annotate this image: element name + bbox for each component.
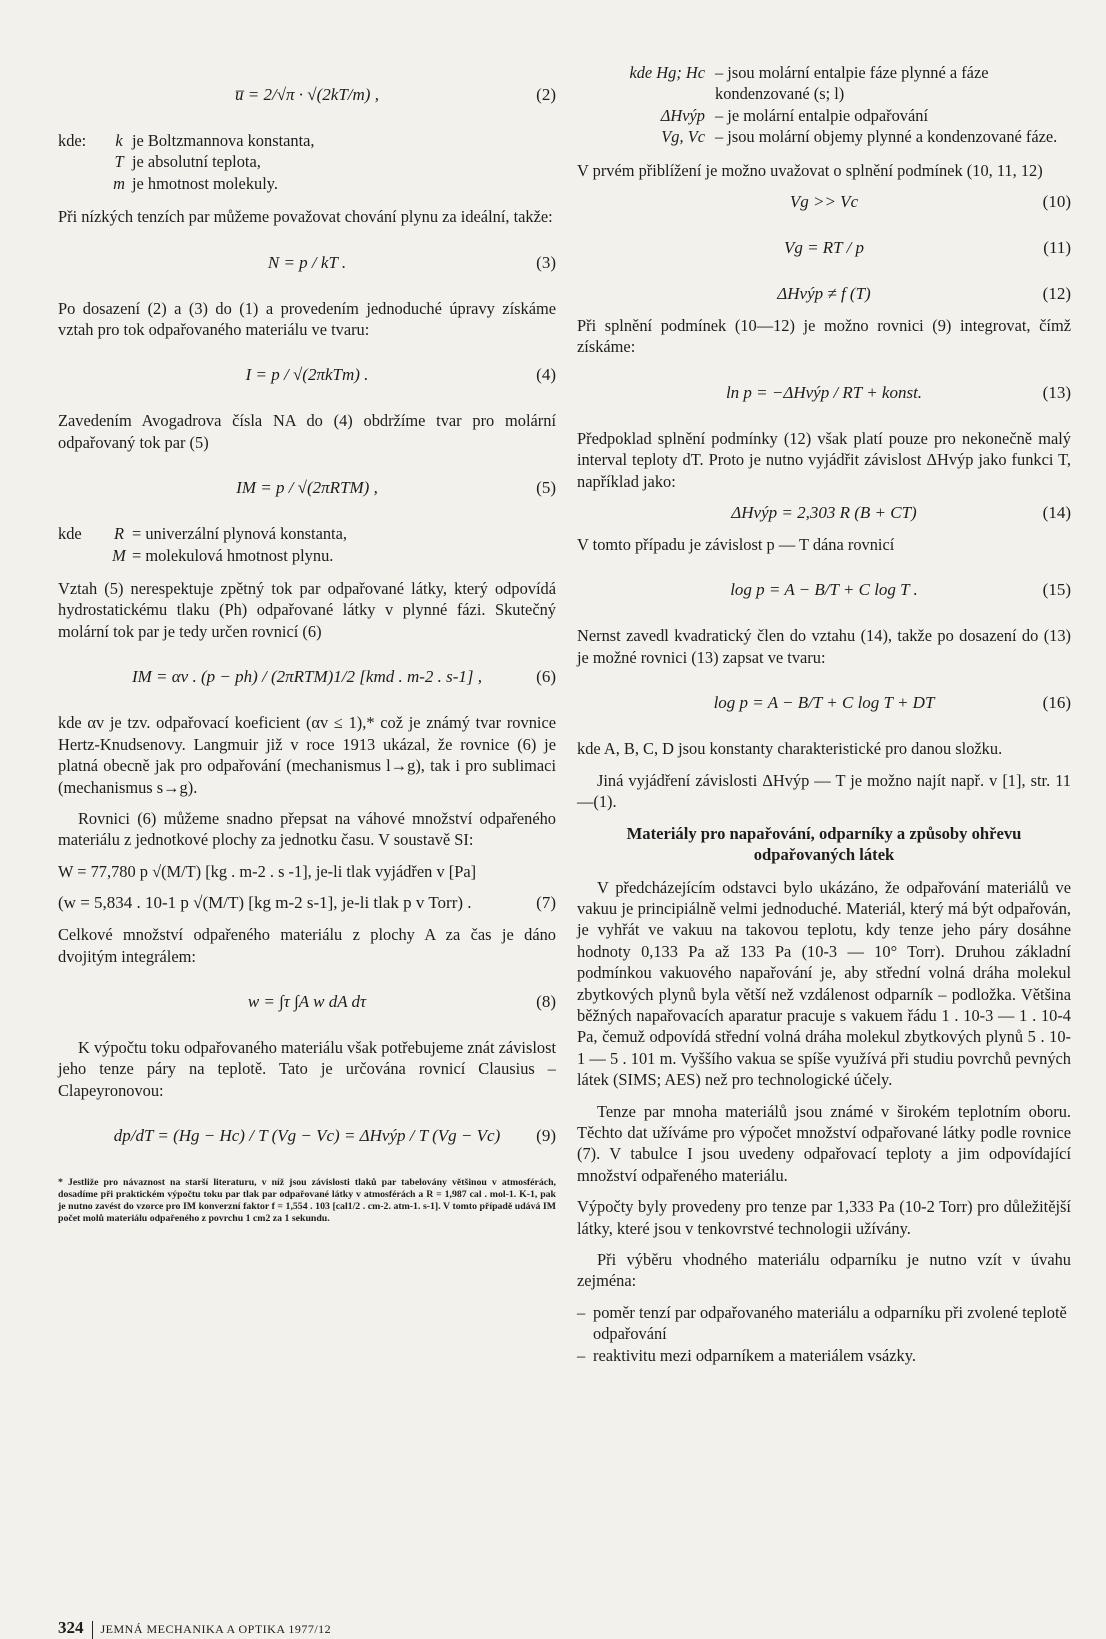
equation-number: (5): [536, 478, 556, 498]
paragraph: kde αv je tzv. odpařovací koeficient (αv ≤ 1),* což je známý tvar rovnice Hertz-Knudsenovy. Langmuir již v roce 1913 ukázal, že rovnice (6) je platná obecně jak pro odpařování (mechanismus l→g), tak i pro sublimaci (mechanismus s→g).: [58, 713, 556, 797]
right-column: [577, 62, 1071, 1366]
definition-row: ΔHvýp – je molární entalpie odpařování: [660, 105, 929, 125]
paragraph: Tenze par mnoha materiálů jsou známé v širokém teplotním oboru. Těchto dat užíváme pro výpočet množství odpařované látky podle rovnice (7). V tabulce I jsou uvedeny odpařovací teploty a jim odpovídající množství odpařeného materiálu.: [577, 1101, 1071, 1185]
equation-number: (3): [536, 252, 556, 272]
equation-number: (4): [536, 365, 556, 385]
equation-11: Vg = RT / p (11): [783, 238, 1071, 258]
equation-10: Vg >> Vc (10): [789, 192, 1071, 212]
equation-3: N = p / kT . (3): [267, 252, 556, 272]
equation-number: (8): [536, 991, 556, 1011]
equation-number: (13): [1042, 382, 1071, 402]
paragraph: Při splnění podmínek (10—12) je možno rovnici (9) integrovat, čímž získáme:: [577, 316, 1071, 357]
equation-7a: W = 77,780 p √(M/T) [kg . m-2 . s -1], je-li tlak vyjádřen v [Pa]: [58, 861, 477, 881]
paragraph: Po dosazení (2) a (3) do (1) a provedením jednoduché úpravy získáme vztah pro tok odpařovaného materiálu ve tvaru:: [58, 298, 556, 340]
equation-number: (16): [1042, 693, 1071, 713]
bullet-list: [577, 1302, 1071, 1366]
definition-row: m je hmotnost molekuly.: [113, 173, 278, 193]
definition-list: [58, 130, 556, 194]
equation-number: (12): [1042, 284, 1071, 304]
equation-15: log p = A − B/T + C log T . (15): [730, 580, 1071, 600]
equation-4: I = p / √(2πkTm) . (4): [245, 365, 556, 385]
paragraph: V prvém přiblížení je možno uvažovat o splnění podmínek (10, 11, 12): [577, 160, 1043, 180]
equation-2: u̅ = 2/√π · √(2kT/m) , (2): [235, 85, 556, 104]
equation-6: IM = αv . (p − ph) / (2πRTM)1/2 [kmd . m-2 . s-1] , (6): [131, 667, 556, 687]
equation-number: (10): [1042, 192, 1071, 212]
paragraph: Při výběru vhodného materiálu odparníku je nutno vzít v úvahu zejména:: [577, 1250, 1071, 1291]
paragraph: Rovnici (6) můžeme snadno přepsat na váhové množství odpařeného materiálu z jednotkové plochy za jednotku času. V soustavě SI:: [58, 808, 556, 850]
equation-number: (15): [1042, 580, 1071, 600]
paragraph: Nernst zavedl kvadratický člen do vztahu (14), takže po dosazení do (13) je možné rovnici (13) zapsat ve tvaru:: [577, 626, 1071, 667]
journal-title: JEMNÁ MECHANIKA A OPTIKA 1977/12: [100, 1622, 332, 1636]
equation-number: (14): [1042, 503, 1071, 523]
equation-13: ln p = −ΔHvýp / RT + konst. (13): [725, 382, 1071, 402]
paragraph: K výpočtu toku odpařovaného materiálu však potřebujeme znát závislost jeho tenze páry na teplotě. Tato je určována rovnicí Clausius – Clapeyronovou:: [58, 1037, 556, 1100]
equation-number: (2): [536, 85, 556, 104]
equation-9: dp/dT = (Hg − Hc) / T (Vg − Vc) = ΔHvýp / T (Vg − Vc) (9): [113, 1126, 556, 1146]
page-footer: [58, 1618, 331, 1639]
paragraph: V předcházejícím odstavci bylo ukázáno, že odpařování materiálů ve vakuu je principiálně velmi jednoduché. Materiál, který má být odpařován, je vyhřát ve vakuu na takovou teplotu, kdy tenze jeho páry dosáhne hodnoty 0,133 Pa až 133 Pa (10-3 — 10° Torr). Druhou základní podmínkou vakuového napařování je, aby střední volná dráha molekul zbytkových plynů byla větší než vzdálenost odparník – podložka. Většina běžných napařovacích aparatur pracuje s vakuem řádu 1 . 10-3 — 1 . 10-4 Pa, čemuž odpovídá střední volná dráha molekul zbytkových plynů 5 . 10-1 — 5 . 101 m. Vyššího vakua se spíše využívá při studiu povrchů pevných látek (SIMS; AES) než pro technologické účely.: [577, 877, 1071, 1090]
definition-row: kde Hg; Hc – jsou molární entalpie fáze plynné a fáze kondenzované (s; l): [629, 63, 989, 104]
paragraph: Předpoklad splnění podmínky (12) však platí pouze pro nekonečně malý interval teploty dT. Proto je nutno vyjádřit závislost ΔHvýp jako funkci T, například jako:: [577, 428, 1071, 491]
definition-row: T je absolutní teplota,: [114, 152, 261, 172]
equation-number: (7): [536, 893, 556, 913]
equation-7b: (w = 5,834 . 10-1 p √(M/T) [kg m-2 s-1], je-li tlak p v Torr) . (7): [58, 893, 556, 913]
section-heading: Materiály pro napařování, odparníky a způsoby ohřevu odpařovaných látek: [626, 823, 1022, 864]
equation-5: IM = p / √(2πRTM) , (5): [236, 478, 556, 498]
paragraph: Vztah (5) nerespektuje zpětný tok par odpařované látky, který odpovídá hydrostatickému tlaku (Ph) odpařované látky v plynné fázi. Skutečný molární tok par je tedy určen rovnicí (6): [58, 579, 556, 641]
paragraph: Zavedením Avogadrova čísla NA do (4) obdržíme tvar pro molární odpařovaný tok par (5): [58, 411, 556, 452]
list-item: – poměr tenzí par odpařovaného materiálu a odparníku při zvolené teplotě odpařování: [577, 1302, 1071, 1345]
paragraph: kde A, B, C, D jsou konstanty charakteristické pro danou složku.: [577, 739, 1003, 759]
definition-row: kde R = univerzální plynová konstanta,: [58, 524, 347, 544]
page-number: 324: [58, 1618, 84, 1637]
definition-row: Vg, Vc – jsou molární objemy plynné a kondenzované fáze.: [661, 127, 1058, 147]
equation-16: log p = A − B/T + C log T + DT (16): [713, 693, 1071, 713]
equation-14: ΔHvýp = 2,303 R (B + CT) (14): [731, 503, 1071, 523]
list-item: – reaktivitu mezi odparníkem a materiálem vsázky.: [577, 1345, 1071, 1366]
paragraph: Při nízkých tenzích par můžeme považovat chování plynu za ideální, takže:: [58, 207, 553, 227]
paragraph: Celkové množství odpařeného materiálu z plochy A za čas je dáno dvojitým integrálem:: [58, 925, 556, 966]
left-column: [58, 62, 556, 1225]
paragraph: V tomto případu je závislost p — T dána rovnicí: [577, 535, 895, 555]
definition-list: [58, 523, 556, 566]
footnote: * Jestliže pro návaznost na starší literaturu, v níž jsou závislosti tlaků par tabelovány většinou v atmosférách, dosadíme při praktickém výpočtu toku par tlak par odpařované látky v atmosférách a R = 1,987 cal . mol-1. K-1, pak je nutno zavést do vzorce pro IM konverzní faktor f = 1,554 . 103 [cal1/2 . cm-2. atm-1. s-1]. V tomto případě udává IM počet molů materiálu odpařeného z povrchu 1 cm2 za 1 sekundu.: [58, 1177, 556, 1225]
equation-12: ΔHvýp ≠ f (T) (12): [777, 284, 1071, 304]
definition-row: M = molekulová hmotnost plynu.: [112, 545, 334, 565]
equation-number: (6): [536, 667, 556, 687]
definition-row: kde: k je Boltzmannova konstanta,: [58, 131, 315, 150]
equation-8: w = ∫τ ∫A w dA dτ (8): [247, 991, 556, 1011]
equation-number: (9): [536, 1126, 556, 1146]
equation-number: (11): [1043, 238, 1071, 258]
footer-divider: [92, 1621, 93, 1639]
paragraph: Jiná vyjádření závislosti ΔHvýp — T je možno najít např. v [1], str. 11—(1).: [577, 770, 1071, 812]
definition-list: [577, 62, 1071, 148]
paragraph: Výpočty byly provedeny pro tenze par 1,333 Pa (10-2 Torr) pro důležitější látky, které jsou v tenkovrstvé technologii užívány.: [577, 1197, 1071, 1238]
